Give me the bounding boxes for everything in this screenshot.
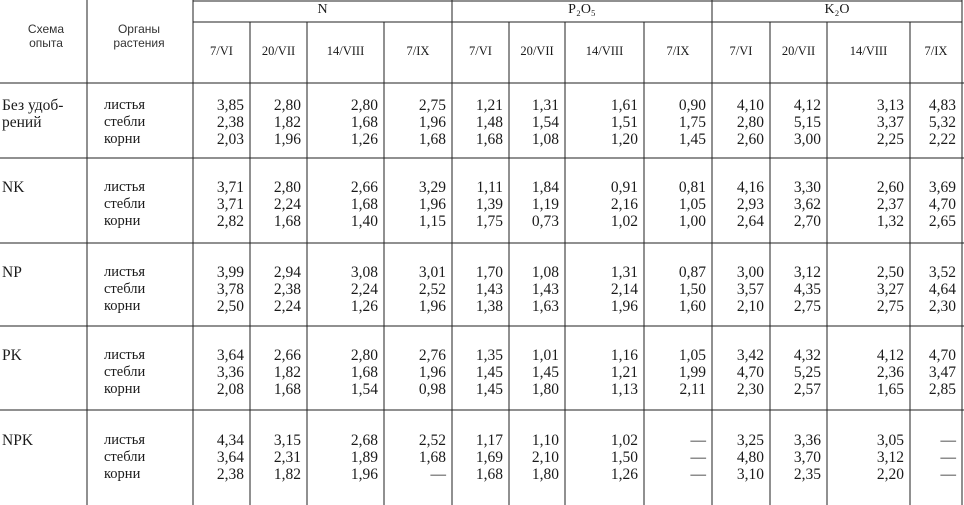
value-cell xyxy=(910,432,956,483)
value: 3,36 xyxy=(216,364,244,381)
value-cell xyxy=(193,264,244,315)
scheme-line: NP xyxy=(2,264,22,281)
value-cell xyxy=(827,347,904,398)
value: 1,51 xyxy=(610,114,638,131)
value-cell xyxy=(452,179,503,230)
value: 1,20 xyxy=(610,131,638,148)
organ-line: листья xyxy=(104,347,146,363)
value: 2,80 xyxy=(350,347,378,364)
value-cell xyxy=(384,97,446,148)
value: 1,10 xyxy=(531,432,559,449)
value: 2,37 xyxy=(876,196,904,213)
value-cell xyxy=(827,97,904,148)
value-cell xyxy=(193,97,244,148)
value: 2,52 xyxy=(418,281,446,298)
value: 3,29 xyxy=(418,179,446,196)
value: 0,91 xyxy=(610,179,638,196)
value: 2,80 xyxy=(736,114,764,131)
value: 2,70 xyxy=(793,213,821,230)
value: 4,10 xyxy=(736,97,764,114)
value: 2,25 xyxy=(876,131,904,148)
value: 3,47 xyxy=(928,364,956,381)
value: 1,65 xyxy=(876,381,904,398)
scheme-label xyxy=(2,432,86,449)
value-cell xyxy=(452,97,503,148)
value: 1,54 xyxy=(531,114,559,131)
value-cell xyxy=(565,97,638,148)
value: 2,82 xyxy=(216,213,244,230)
value: 1,02 xyxy=(610,432,638,449)
value: 1,38 xyxy=(475,298,503,315)
value: 5,32 xyxy=(928,114,956,131)
value: 4,12 xyxy=(793,97,821,114)
date-header: 7/IX xyxy=(406,44,430,58)
scheme-line: NPK xyxy=(2,432,34,449)
value: 2,75 xyxy=(793,298,821,315)
value: 1,43 xyxy=(475,281,503,298)
value: 2,93 xyxy=(736,196,764,213)
value: 1,01 xyxy=(531,347,559,364)
value: 2,22 xyxy=(928,131,956,148)
value-cell xyxy=(770,179,821,230)
organs-label xyxy=(104,347,184,398)
value-cell xyxy=(452,432,503,483)
value: 3,64 xyxy=(216,347,244,364)
value: 3,08 xyxy=(350,264,378,281)
value-cell xyxy=(307,432,378,483)
value-cell xyxy=(193,432,244,483)
value: 1,84 xyxy=(531,179,559,196)
value: — xyxy=(690,449,706,466)
value: 2,30 xyxy=(928,298,956,315)
value-cell xyxy=(565,347,638,398)
value-cell xyxy=(250,179,301,230)
value-cell xyxy=(644,432,706,483)
date-header: 7/IX xyxy=(666,44,690,58)
header-scheme-line: Схема xyxy=(27,22,65,36)
value: 1,68 xyxy=(273,381,301,398)
value: 2,60 xyxy=(736,131,764,148)
scheme-line: рений xyxy=(2,114,42,131)
value: 3,70 xyxy=(793,449,821,466)
value: 1,31 xyxy=(531,97,559,114)
value: — xyxy=(940,466,956,483)
value: 4,12 xyxy=(876,347,904,364)
value: 4,35 xyxy=(793,281,821,298)
value: 3,00 xyxy=(793,131,821,148)
organ-line: корни xyxy=(104,131,141,147)
organ-line: стебли xyxy=(104,281,146,297)
value: 1,05 xyxy=(678,347,706,364)
value-cell xyxy=(509,347,559,398)
value: 1,63 xyxy=(531,298,559,315)
value-cell xyxy=(384,264,446,315)
value: 4,70 xyxy=(928,347,956,364)
value: 1,48 xyxy=(475,114,503,131)
scheme-line: NK xyxy=(2,179,25,196)
value: 2,38 xyxy=(216,114,244,131)
value: 1,45 xyxy=(678,131,706,148)
value: 1,69 xyxy=(475,449,503,466)
scheme-label xyxy=(2,347,86,364)
value: 1,50 xyxy=(678,281,706,298)
value-cell xyxy=(250,432,301,483)
date-header: 7/VI xyxy=(729,44,753,58)
value: 1,60 xyxy=(678,298,706,315)
value: — xyxy=(940,449,956,466)
value: 1,68 xyxy=(418,449,446,466)
value-cell xyxy=(712,347,764,398)
value: 1,70 xyxy=(475,264,503,281)
value-cell xyxy=(910,347,956,398)
value: 1,08 xyxy=(531,131,559,148)
value: 3,00 xyxy=(736,264,764,281)
value: 1,82 xyxy=(273,466,301,483)
value-cell xyxy=(712,179,764,230)
organ-line: стебли xyxy=(104,364,146,380)
value: 1,45 xyxy=(531,364,559,381)
value: 2,11 xyxy=(679,381,706,398)
organ-line: стебли xyxy=(104,114,146,130)
value: 4,32 xyxy=(793,347,821,364)
value: 1,45 xyxy=(475,381,503,398)
value: 2,16 xyxy=(610,196,638,213)
value: 1,96 xyxy=(418,298,446,315)
header-scheme-line: опыта xyxy=(29,36,63,50)
organ-line: листья xyxy=(104,179,146,195)
value-cell xyxy=(193,347,244,398)
value: 0,81 xyxy=(678,179,706,196)
value: 1,96 xyxy=(418,364,446,381)
value: 3,25 xyxy=(736,432,764,449)
value: 1,40 xyxy=(350,213,378,230)
value-cell xyxy=(770,432,821,483)
value: 2,10 xyxy=(531,449,559,466)
value: 0,90 xyxy=(678,97,706,114)
organ-line: корни xyxy=(104,381,141,397)
value-cell xyxy=(509,264,559,315)
value: 4,70 xyxy=(736,364,764,381)
value-cell xyxy=(509,97,559,148)
value: 0,73 xyxy=(531,213,559,230)
value: 2,38 xyxy=(216,466,244,483)
organs-label xyxy=(104,264,184,315)
value: 2,24 xyxy=(273,196,301,213)
date-header: 14/VIII xyxy=(326,44,365,58)
value-cell xyxy=(452,264,503,315)
value: 1,39 xyxy=(475,196,503,213)
organ-line: листья xyxy=(104,432,146,448)
value: 1,11 xyxy=(476,179,503,196)
value: 1,21 xyxy=(610,364,638,381)
value: 4,16 xyxy=(736,179,764,196)
value: 1,75 xyxy=(678,114,706,131)
value-cell xyxy=(565,179,638,230)
value: 3,30 xyxy=(793,179,821,196)
value: 2,68 xyxy=(350,432,378,449)
value: 0,87 xyxy=(678,264,706,281)
value: 1,00 xyxy=(678,213,706,230)
date-header: 20/VII xyxy=(781,44,816,58)
value: 1,61 xyxy=(610,97,638,114)
value: 1,26 xyxy=(610,466,638,483)
value: 1,43 xyxy=(531,281,559,298)
value: 1,08 xyxy=(531,264,559,281)
value: 0,98 xyxy=(418,381,446,398)
value: 2,52 xyxy=(418,432,446,449)
value: 5,15 xyxy=(793,114,821,131)
value: 1,80 xyxy=(531,381,559,398)
date-header: 14/VIII xyxy=(585,44,624,58)
value: 2,10 xyxy=(736,298,764,315)
scheme-line: Без удоб- xyxy=(2,97,64,114)
value: 2,60 xyxy=(876,179,904,196)
value: 3,13 xyxy=(876,97,904,114)
scheme-line: PK xyxy=(2,347,22,364)
value-cell xyxy=(452,347,503,398)
value-cell xyxy=(910,97,956,148)
organ-line: корни xyxy=(104,466,141,482)
value: — xyxy=(940,432,956,449)
value: 2,57 xyxy=(793,381,821,398)
value: 2,20 xyxy=(876,466,904,483)
value: 3,42 xyxy=(736,347,764,364)
value: 3,78 xyxy=(216,281,244,298)
value: 3,64 xyxy=(216,449,244,466)
value: 2,80 xyxy=(350,97,378,114)
value: 2,08 xyxy=(216,381,244,398)
header-scheme xyxy=(8,22,84,50)
value: 2,50 xyxy=(876,264,904,281)
value: 1,96 xyxy=(350,466,378,483)
value: 3,99 xyxy=(216,264,244,281)
value: 1,96 xyxy=(273,131,301,148)
value-cell xyxy=(307,97,378,148)
value: 1,75 xyxy=(475,213,503,230)
group-label: P₂O₅ xyxy=(568,2,596,17)
value: — xyxy=(690,432,706,449)
value: 4,80 xyxy=(736,449,764,466)
header-organs xyxy=(94,22,184,50)
value-cell xyxy=(910,264,956,315)
value: 1,96 xyxy=(418,114,446,131)
value: 3,71 xyxy=(216,179,244,196)
organ-line: стебли xyxy=(104,196,146,212)
value: 1,21 xyxy=(475,97,503,114)
value: 3,85 xyxy=(216,97,244,114)
value-cell xyxy=(827,432,904,483)
value: 3,69 xyxy=(928,179,956,196)
value: 2,76 xyxy=(418,347,446,364)
value: 4,83 xyxy=(928,97,956,114)
value-cell xyxy=(250,264,301,315)
value-cell xyxy=(307,264,378,315)
value: 1,99 xyxy=(678,364,706,381)
value: 2,31 xyxy=(273,449,301,466)
group-label: N xyxy=(317,2,328,17)
value-cell xyxy=(770,347,821,398)
group-label: K₂O xyxy=(824,2,850,17)
value-cell xyxy=(827,264,904,315)
organ-line: стебли xyxy=(104,449,146,465)
value: 3,71 xyxy=(216,196,244,213)
value: 1,68 xyxy=(475,131,503,148)
value: 2,75 xyxy=(418,97,446,114)
value: 2,65 xyxy=(928,213,956,230)
value: 3,62 xyxy=(793,196,821,213)
value: 2,64 xyxy=(736,213,764,230)
value: 1,68 xyxy=(418,131,446,148)
value-cell xyxy=(770,264,821,315)
value: 1,26 xyxy=(350,298,378,315)
value-cell xyxy=(509,179,559,230)
value-cell xyxy=(644,347,706,398)
value-cell xyxy=(193,179,244,230)
value: 2,80 xyxy=(273,179,301,196)
value: 1,68 xyxy=(273,213,301,230)
value-cell xyxy=(712,432,764,483)
scheme-label xyxy=(2,179,86,196)
value: 1,13 xyxy=(610,381,638,398)
date-header: 20/VII xyxy=(520,44,554,58)
date-header: 7/IX xyxy=(924,44,948,58)
value: 3,52 xyxy=(928,264,956,281)
date-header: 7/VI xyxy=(210,44,233,58)
value-cell xyxy=(910,179,956,230)
value: — xyxy=(430,466,446,483)
value: 1,17 xyxy=(475,432,503,449)
organs-label xyxy=(104,179,184,230)
value-cell xyxy=(509,432,559,483)
value: 1,05 xyxy=(678,196,706,213)
value: 2,66 xyxy=(273,347,301,364)
value: 3,12 xyxy=(793,264,821,281)
value-cell xyxy=(827,179,904,230)
value: 1,82 xyxy=(273,114,301,131)
scheme-label xyxy=(2,264,86,281)
date-header: 20/VII xyxy=(261,44,296,58)
scheme-label xyxy=(2,97,86,131)
organ-line: корни xyxy=(104,213,141,229)
value-cell xyxy=(307,179,378,230)
value: 1,32 xyxy=(876,213,904,230)
value: 3,05 xyxy=(876,432,904,449)
value: 3,36 xyxy=(793,432,821,449)
value: 2,36 xyxy=(876,364,904,381)
value: 2,24 xyxy=(273,298,301,315)
value-cell xyxy=(770,97,821,148)
value: 4,34 xyxy=(216,432,244,449)
value-cell xyxy=(384,347,446,398)
organs-label xyxy=(104,97,184,148)
value: 1,35 xyxy=(475,347,503,364)
value: 1,96 xyxy=(610,298,638,315)
value-cell xyxy=(250,97,301,148)
value: 1,45 xyxy=(475,364,503,381)
value: 1,68 xyxy=(350,114,378,131)
value: 1,68 xyxy=(475,466,503,483)
value-cell xyxy=(644,179,706,230)
value: 2,85 xyxy=(928,381,956,398)
value: 1,80 xyxy=(531,466,559,483)
value: 1,96 xyxy=(418,196,446,213)
value-cell xyxy=(644,97,706,148)
value: 1,15 xyxy=(418,213,446,230)
organs-label xyxy=(104,432,184,483)
value: 3,01 xyxy=(418,264,446,281)
value: 3,57 xyxy=(736,281,764,298)
value: 2,14 xyxy=(610,281,638,298)
value: 4,64 xyxy=(928,281,956,298)
organ-line: корни xyxy=(104,298,141,314)
value: 1,50 xyxy=(610,449,638,466)
value: 3,12 xyxy=(876,449,904,466)
header-organs-line: Органы xyxy=(117,22,161,36)
value: — xyxy=(690,466,706,483)
value: 3,10 xyxy=(736,466,764,483)
value-cell xyxy=(712,264,764,315)
value-cell xyxy=(384,179,446,230)
value: 1,68 xyxy=(350,364,378,381)
value-cell xyxy=(307,347,378,398)
value: 3,27 xyxy=(876,281,904,298)
value-cell xyxy=(250,347,301,398)
value: 2,50 xyxy=(216,298,244,315)
value: 2,94 xyxy=(273,264,301,281)
value: 1,31 xyxy=(610,264,638,281)
value: 3,15 xyxy=(273,432,301,449)
value: 1,19 xyxy=(531,196,559,213)
value: 1,68 xyxy=(350,196,378,213)
value: 2,03 xyxy=(216,131,244,148)
value: 1,54 xyxy=(350,381,378,398)
value: 1,82 xyxy=(273,364,301,381)
value: 2,80 xyxy=(273,97,301,114)
value: 1,89 xyxy=(350,449,378,466)
organ-line: листья xyxy=(104,97,146,113)
value-cell xyxy=(565,264,638,315)
value-cell xyxy=(565,432,638,483)
value: 1,26 xyxy=(350,131,378,148)
value: 5,25 xyxy=(793,364,821,381)
value: 2,38 xyxy=(273,281,301,298)
header-organs-line: растения xyxy=(113,36,165,50)
value-cell xyxy=(712,97,764,148)
value: 2,75 xyxy=(876,298,904,315)
value: 2,30 xyxy=(736,381,764,398)
value: 1,02 xyxy=(610,213,638,230)
organ-line: листья xyxy=(104,264,146,280)
value: 2,24 xyxy=(350,281,378,298)
value: 3,37 xyxy=(876,114,904,131)
value: 2,35 xyxy=(793,466,821,483)
value-cell xyxy=(384,432,446,483)
value: 2,66 xyxy=(350,179,378,196)
value: 1,16 xyxy=(610,347,638,364)
date-header: 7/VI xyxy=(469,44,492,58)
date-header: 14/VIII xyxy=(849,44,888,58)
value: 4,70 xyxy=(928,196,956,213)
value-cell xyxy=(644,264,706,315)
